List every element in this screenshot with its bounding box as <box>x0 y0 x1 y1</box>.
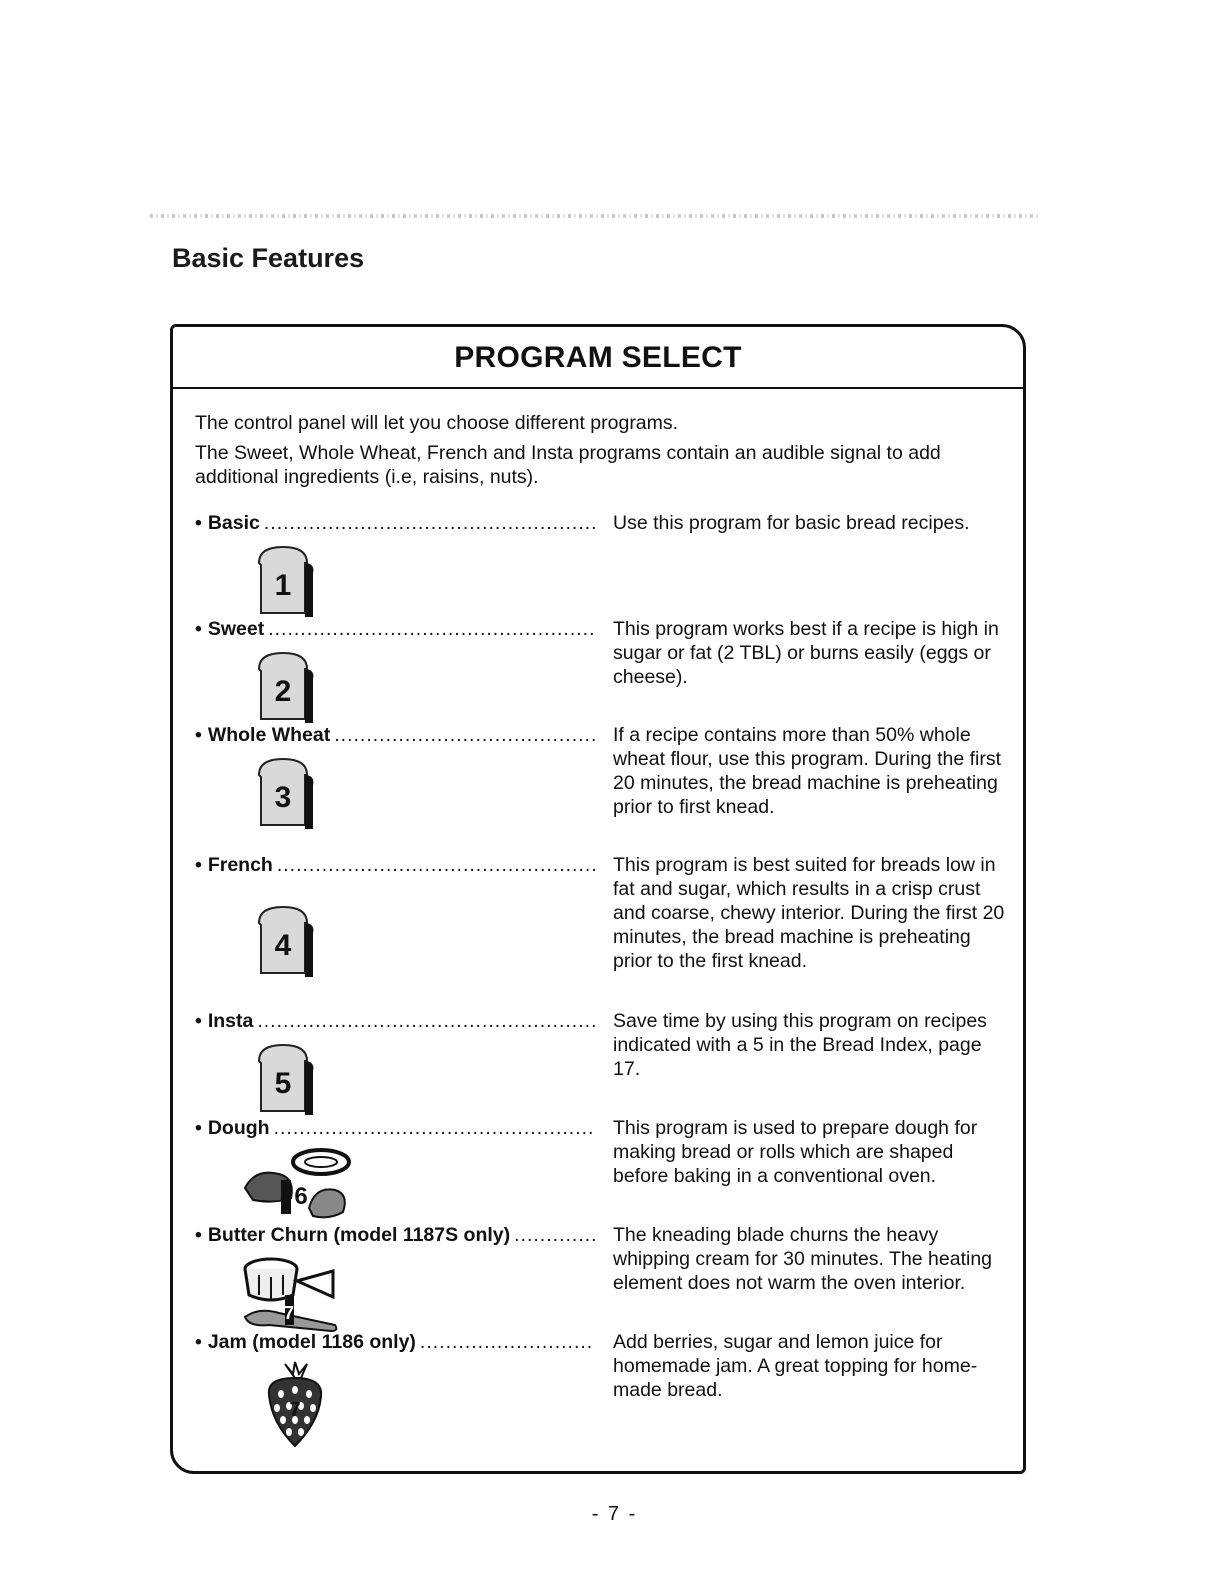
program-description: The kneading blade churns the heavy whipping cream for 30 minutes. The heating element does not warm the oven interior. <box>613 1224 993 1294</box>
program-label: Butter Churn (model 1187S only) <box>207 1224 511 1246</box>
page-number: - 7 - <box>591 1503 638 1525</box>
program-label-row: • Dough ..... <box>195 1116 595 1140</box>
program-label-row: • Butter Churn (model 1187S only) ..... <box>195 1223 595 1247</box>
program-label: French <box>207 854 273 876</box>
program-description: Save time by using this program on recipes indicated with a 5 in the Bread Index, page 17. <box>613 1010 987 1080</box>
dot-leader <box>274 1116 595 1140</box>
dot-leader <box>514 1223 595 1247</box>
panel-title: PROGRAM SELECT <box>454 341 742 374</box>
program-label: Insta <box>207 1010 254 1032</box>
bread-slice-4-icon <box>249 903 329 979</box>
program-label-row: • Insta ..... <box>195 1009 595 1033</box>
dough-icon <box>235 1142 355 1220</box>
scan-artifact-line <box>150 214 1040 218</box>
dot-leader <box>277 853 595 877</box>
program-label: Whole Wheat <box>207 724 331 746</box>
bread-slice-5-icon <box>249 1041 329 1117</box>
program-label-row: • Basic ..... <box>195 511 595 535</box>
program-label-row: • Sweet ..... <box>195 617 595 641</box>
program-description: This program works best if a recipe is high in sugar or fat (2 TBL) or burns easily (eggs or cheese). <box>613 618 999 688</box>
program-label: Jam (model 1186 only) <box>207 1331 416 1353</box>
program-label-row: • Jam (model 1186 only) ..... <box>195 1330 595 1354</box>
strawberry-icon <box>255 1360 335 1450</box>
program-description: This program is used to prepare dough for making bread or rolls which are shaped before baking in a conventional oven. <box>613 1117 978 1187</box>
program-description: Add berries, sugar and lemon juice for homemade jam. A great topping for home-made bread. <box>613 1331 978 1401</box>
program-description: If a recipe contains more than 50% whole wheat flour, use this program. During the first 20 minutes, the bread machine is preheating prior to first knead. <box>613 724 1002 818</box>
icon-number: 6 <box>294 1183 308 1210</box>
program-label: Sweet <box>207 618 265 640</box>
icon-number: 2 <box>274 675 292 708</box>
icon-number: 4 <box>274 929 292 962</box>
intro-text-2: The Sweet, Whole Wheat, French and Insta programs contain an audible signal to add additional ingredients (i.e, raisins, nuts). <box>195 442 941 488</box>
intro-text-1: The control panel will let you choose different programs. <box>195 412 679 434</box>
program-select-panel <box>170 324 1026 1474</box>
title-divider <box>173 387 1023 389</box>
icon-number: 3 <box>274 781 292 814</box>
program-label: Basic <box>207 512 260 534</box>
program-label-row: • French ..... <box>195 853 595 877</box>
program-label: Dough <box>207 1117 270 1139</box>
program-description: Use this program for basic bread recipes. <box>613 512 970 534</box>
dot-leader <box>334 723 595 747</box>
dot-leader <box>257 1009 595 1033</box>
dot-leader <box>268 617 595 641</box>
section-heading: Basic Features <box>172 243 365 273</box>
icon-number: 5 <box>274 1067 292 1100</box>
icon-number: 7 <box>289 1399 301 1421</box>
butter-churn-icon <box>239 1251 349 1333</box>
icon-number: 1 <box>274 569 292 602</box>
bread-slice-2-icon <box>249 649 329 725</box>
program-label-row: • Whole Wheat ..... <box>195 723 595 747</box>
bread-slice-3-icon <box>249 755 329 831</box>
program-description: This program is best suited for breads low in fat and sugar, which results in a crisp crust and coarse, chewy interior. During the first 20 minutes, the bread machine is preheating prior to the first knead. <box>613 854 1005 972</box>
bread-slice-1-icon <box>249 543 329 619</box>
dot-leader <box>420 1330 595 1354</box>
dot-leader <box>264 511 595 535</box>
icon-number: 7 <box>283 1303 295 1323</box>
